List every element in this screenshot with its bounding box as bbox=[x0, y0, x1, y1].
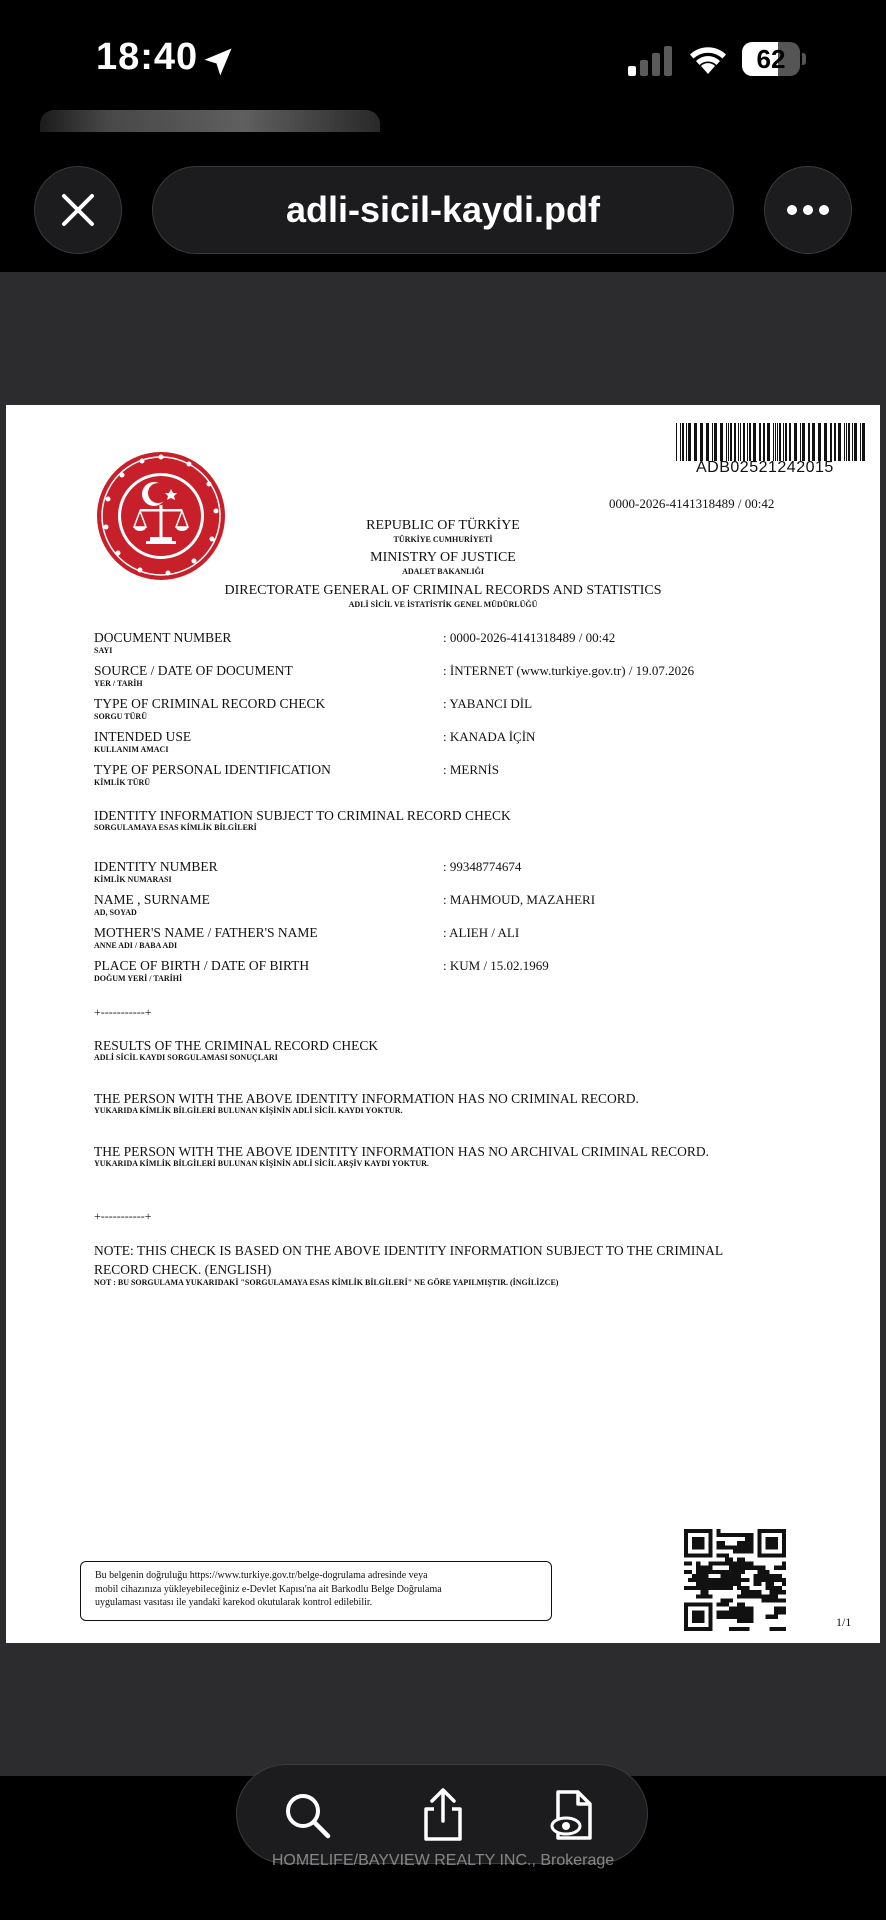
header-directorate-en: DIRECTORATE GENERAL OF CRIMINAL RECORDS AND STATISTICS bbox=[224, 583, 662, 598]
document-reference: 0000-2026-4141318489 / 00:42 bbox=[609, 496, 775, 511]
pdf-page[interactable] bbox=[6, 405, 880, 1643]
results-title-tr: ADLİ SİCİL KAYDI SORGULAMASI SONUÇLARI bbox=[94, 1053, 278, 1062]
value-source-date: : İNTERNET (www.turkiye.gov.tr) / 19.07.2026 bbox=[443, 663, 695, 678]
battery-indicator bbox=[742, 42, 806, 76]
location-arrow-icon bbox=[200, 44, 236, 80]
share-button[interactable] bbox=[413, 1785, 473, 1845]
background-sheet-peek bbox=[40, 110, 380, 132]
value-check-type: : YABANCI DİL bbox=[443, 696, 533, 711]
share-icon bbox=[418, 1787, 468, 1843]
field-parents-names: MOTHER'S NAME / FATHER'S NAME ANNE ADI / BABA ADI bbox=[94, 925, 318, 950]
header-directorate-tr: ADLİ SİCİL VE İSTATİSTİK GENEL MÜDÜRLÜĞÜ bbox=[348, 600, 538, 609]
identity-section-title: IDENTITY INFORMATION SUBJECT TO CRIMINAL RECORD CHECK bbox=[94, 808, 511, 823]
barcode-icon bbox=[676, 423, 866, 461]
verification-notice: Bu belgenin doğruluğu https://www.turkiye.gov.tr/belge-dogrulama adresinde veya mobil cihazınıza yükleyebileceğiniz e-Devlet Kapısı'na ait Barkodlu Belge Doğrulama uygulaması vasıtası ile yandaki karekod okutularak kontrol edilebilir. bbox=[80, 1561, 552, 1621]
separator-line: +-----------+ bbox=[94, 1005, 152, 1019]
header-country-en: REPUBLIC OF TÜRKİYE bbox=[366, 518, 520, 533]
field-id-type: TYPE OF PERSONAL IDENTIFICATION KİMLİK TÜRÜ bbox=[94, 762, 331, 787]
viewer-toolbar bbox=[0, 140, 886, 272]
field-source-date: SOURCE / DATE OF DOCUMENT YER / TARİH bbox=[94, 663, 293, 688]
wifi-icon bbox=[686, 42, 730, 76]
note-line-1: NOTE: THIS CHECK IS BASED ON THE ABOVE IDENTITY INFORMATION SUBJECT TO THE CRIMINAL bbox=[94, 1243, 724, 1258]
brokerage-watermark: HOMELIFE/BAYVIEW REALTY INC., Brokerage bbox=[271, 1852, 615, 1869]
field-identity-number: IDENTITY NUMBER KİMLİK NUMARASI bbox=[94, 859, 218, 884]
note-tr: NOT : BU SORGULAMA YUKARIDAKİ "SORGULAMAYA ESAS KİMLİK BİLGİLERİ" NE GÖRE YAPILMIŞTIR. (İNGİLİZCE) bbox=[94, 1278, 559, 1287]
result-no-criminal-record: THE PERSON WITH THE ABOVE IDENTITY INFORMATION HAS NO CRIMINAL RECORD. bbox=[94, 1091, 639, 1106]
header-ministry-en: MINISTRY OF JUSTICE bbox=[370, 550, 516, 565]
result-no-archival-record-tr: YUKARIDA KİMLİK BİLGİLERİ BULUNAN KİŞİNİN ADLİ SİCİL ARŞİV KAYDI YOKTUR. bbox=[94, 1159, 429, 1168]
results-title: RESULTS OF THE CRIMINAL RECORD CHECK bbox=[94, 1038, 379, 1053]
field-intended-use: INTENDED USE KULLANIM AMACI bbox=[94, 729, 192, 754]
identity-section-title-tr: SORGULAMAYA ESAS KİMLİK BİLGİLERİ bbox=[94, 823, 257, 832]
qr-code-icon bbox=[684, 1529, 786, 1631]
separator-line: +-----------+ bbox=[94, 1209, 152, 1223]
result-no-criminal-record-tr: YUKARIDA KİMLİK BİLGİLERİ BULUNAN KİŞİNİN ADLİ SİCİL KAYDI YOKTUR. bbox=[94, 1106, 403, 1115]
cellular-signal-icon bbox=[626, 46, 674, 76]
more-horizontal-icon bbox=[786, 204, 830, 216]
value-document-number: : 0000-2026-4141318489 / 00:42 bbox=[443, 630, 616, 645]
bottom-toolbar bbox=[236, 1764, 648, 1864]
battery-level: 62 bbox=[756, 44, 786, 74]
more-options-button[interactable] bbox=[764, 166, 852, 254]
barcode-number: ADB02521242015 bbox=[696, 459, 834, 476]
field-name-surname: NAME , SURNAME AD, SOYAD bbox=[94, 892, 210, 917]
field-check-type: TYPE OF CRIMINAL RECORD CHECK SORGU TÜRÜ bbox=[94, 696, 326, 721]
markup-document-icon bbox=[548, 1788, 598, 1842]
close-icon bbox=[60, 192, 96, 228]
note-line-2: RECORD CHECK. (ENGLISH) bbox=[94, 1262, 272, 1277]
result-no-archival-record: THE PERSON WITH THE ABOVE IDENTITY INFORMATION HAS NO ARCHIVAL CRIMINAL RECORD. bbox=[94, 1144, 710, 1159]
status-bar bbox=[0, 0, 886, 120]
value-identity-number: : 99348774674 bbox=[443, 859, 522, 874]
status-time: 18:40 bbox=[96, 36, 199, 78]
value-name-surname: : MAHMOUD, MAZAHERI bbox=[443, 892, 596, 907]
value-birth-place-date: : KUM / 15.02.1969 bbox=[443, 958, 549, 973]
close-button[interactable] bbox=[34, 166, 122, 254]
header-country-tr: TÜRKİYE CUMHURİYETİ bbox=[393, 535, 493, 544]
search-icon bbox=[282, 1790, 332, 1840]
markup-button[interactable] bbox=[543, 1785, 603, 1845]
header-ministry-tr: ADALET BAKANLIĞI bbox=[402, 567, 484, 576]
page-number: 1/1 bbox=[836, 1615, 852, 1629]
field-document-number: DOCUMENT NUMBER SAYI bbox=[94, 630, 232, 655]
value-id-type: : MERNİS bbox=[443, 762, 499, 777]
search-button[interactable] bbox=[277, 1785, 337, 1845]
field-birth-place-date: PLACE OF BIRTH / DATE OF BIRTH DOĞUM YERİ / TARİHİ bbox=[94, 958, 310, 983]
value-parents-names: : ALIEH / ALI bbox=[443, 925, 520, 940]
file-name-title[interactable]: adli-sicil-kaydi.pdf bbox=[152, 166, 734, 254]
value-intended-use: : KANADA İÇİN bbox=[443, 729, 536, 744]
